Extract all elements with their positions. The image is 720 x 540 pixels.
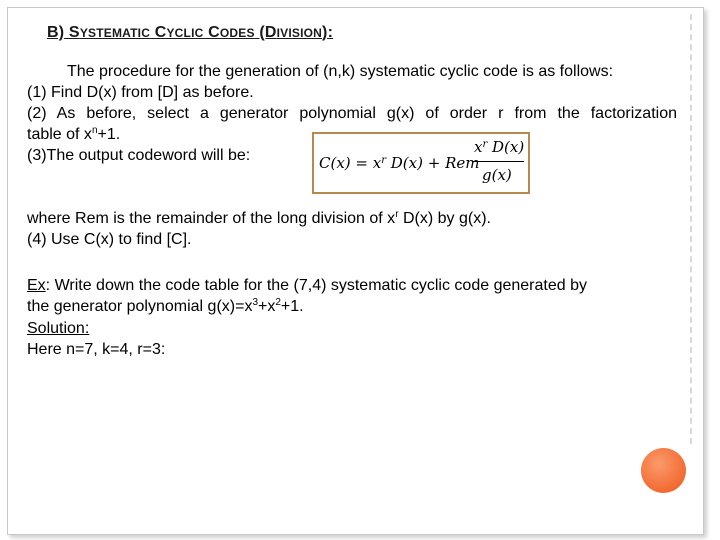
formula-left: $C(x) = x^r$ D(x) + Rem bbox=[319, 154, 480, 172]
step-3: (3)The output codeword will be: bbox=[27, 147, 251, 164]
codeword-formula bbox=[312, 132, 530, 194]
example-line-1: Ex: Write down the code table for the (7,4) systematic cyclic code generated by bbox=[27, 277, 587, 294]
formula-denominator: g(x) bbox=[482, 166, 512, 184]
step-4: (4) Use C(x) to find [C]. bbox=[27, 231, 192, 248]
step-2-line-2: table of $x^n+1$. bbox=[27, 125, 121, 143]
remainder-text: where Rem is the remainder of the long division of $x^r$ D(x) by g(x). bbox=[27, 209, 491, 227]
parameters-text: Here n=7, k=4, r=3: bbox=[27, 341, 166, 358]
fraction-bar bbox=[472, 161, 524, 162]
example-label: Ex bbox=[27, 277, 46, 294]
slide-title: B) SYSTEMATIC CYCLIC CODES (DIVISION): bbox=[47, 24, 334, 41]
step-1: (1) Find D(x) from [D] as before. bbox=[27, 84, 254, 101]
formula-numerator: $x^r$ D(x) bbox=[474, 138, 525, 156]
decorative-orange-circle bbox=[641, 448, 686, 493]
step-2-line-1: (2) As before, select a generator polynomial g(x) of order r from the factorization bbox=[27, 105, 677, 122]
intro-text: The procedure for the generation of (n,k) systematic cyclic code is as follows: bbox=[67, 63, 614, 80]
example-line-2: the generator polynomial $g(x)=x^3+x^2+1$. bbox=[27, 297, 304, 315]
decorative-dashed-line bbox=[690, 14, 692, 444]
solution-heading: Solution: bbox=[27, 320, 90, 337]
